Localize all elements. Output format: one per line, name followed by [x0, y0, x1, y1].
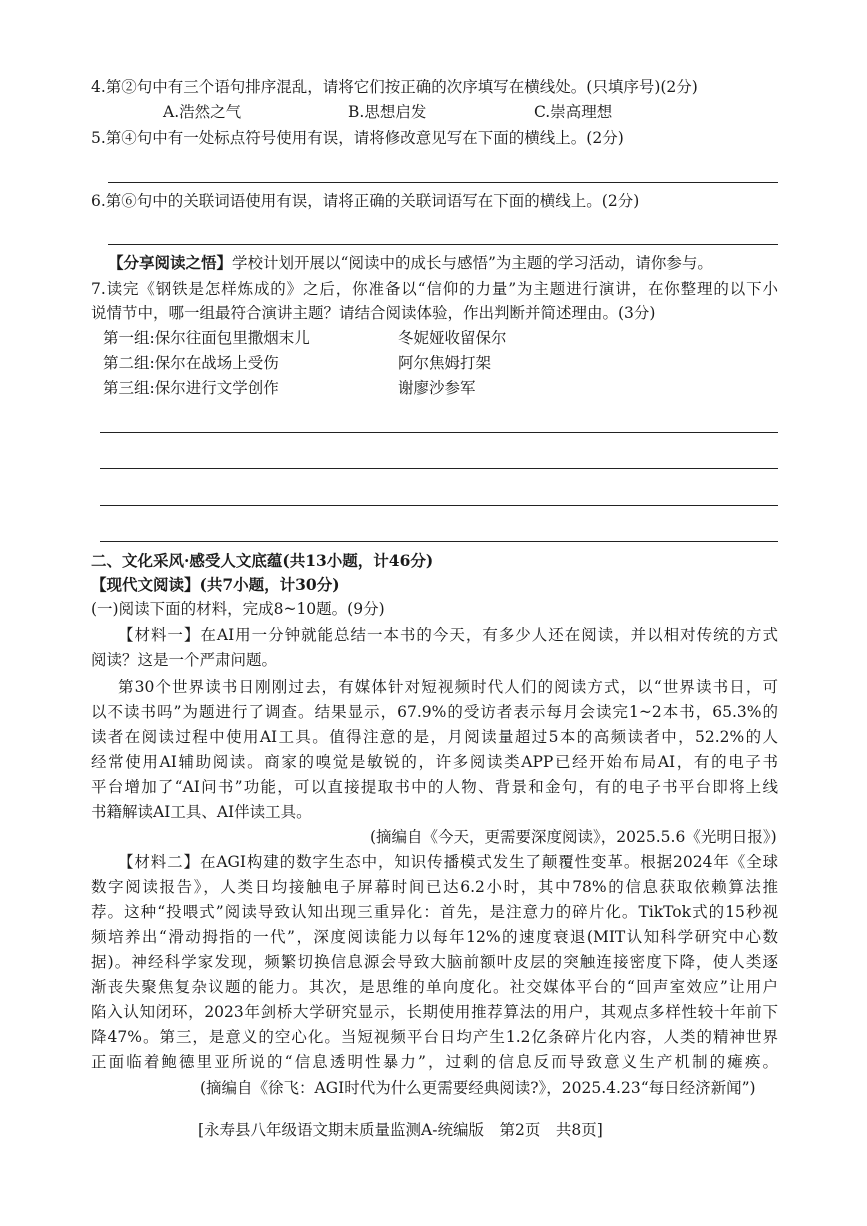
option-c: C.崇高理想	[534, 103, 613, 121]
material-2-line: 降47%。第三，是意义的空心化。当短视频平台日均产生1.2亿条碎片化内容，人类的精神世界	[91, 1028, 778, 1046]
answer-line-q7-4[interactable]	[100, 541, 778, 542]
material-2-line: 频培养出“滑动拇指的一代”，深度阅读能力以每年12%的速度衰退(MIT认知科学研究中心数	[91, 928, 778, 946]
material-2-source: (摘编自《徐飞：AGI时代为什么更需要经典阅读?》，2025.4.23“每日经济新闻”)	[200, 1079, 756, 1097]
share-section-intro	[108, 252, 713, 274]
material-2-line: 数字阅读报告》，人类日均接触电子屏幕时间已达6.2小时，其中78%的信息获取依赖算法推	[91, 878, 778, 896]
material-1-line: 第30个世界读书日刚刚过去，有媒体针对短视频时代人们的阅读方式，以“世界读书日，可	[118, 678, 778, 696]
section-2-title: 二、文化采风·感受人文底蕴(共13小题，计46分)	[91, 551, 434, 570]
group-3-label: 第三组:保尔进行文学创作	[103, 379, 279, 397]
group-3-plot-2: 谢廖沙参军	[398, 379, 476, 397]
material-1-line: 以不读书吗”为题进行了调查。结果显示，67.9%的受访者表示每月会读完1~2本书，65.3%的	[91, 703, 778, 721]
page-footer: [永寿县八年级语文期末质量监测A-统编版 第2页 共8页]	[198, 1121, 603, 1139]
reading-part-1-instruction: (一)阅读下面的材料，完成8~10题。(9分)	[91, 600, 385, 618]
material-1-source: (摘编自《今天，更需要深度阅读》，2025.5.6《光明日报》)	[370, 828, 777, 846]
material-2-line: 渐丧失聚焦复杂议题的能力。其次，是思维的单向度化。社交媒体平台的“回声室效应”让用户	[91, 978, 778, 996]
option-a: A.浩然之气	[163, 103, 242, 121]
question-7-line-1: 7.读完《钢铁是怎样炼成的》之后，你准备以“信仰的力量”为主题进行演讲，在你整理的以下小	[91, 280, 778, 298]
share-section-text: 学校计划开展以“阅读中的成长与感悟”为主题的学习活动，请你参与。	[232, 254, 713, 272]
material-1-line: 【材料一】在AI用一分钟就能总结一本书的今天，有多少人还在阅读，并以相对传统的方式	[118, 626, 778, 644]
material-1-line: 读者在阅读过程中使用AI工具。值得注意的是，月阅读量超过5本的高频读者中，52.2%的人	[91, 728, 778, 746]
question-5-stem: 5.第④句中有一处标点符号使用有误，请将修改意见写在下面的横线上。(2分)	[91, 129, 624, 147]
answer-line-q5[interactable]	[108, 182, 778, 183]
answer-line-q7-2[interactable]	[100, 468, 778, 469]
material-1-line: 书籍解读AI工具、AI伴读工具。	[91, 803, 312, 821]
group-2-plot-2: 阿尔焦姆打架	[398, 354, 492, 372]
material-1-line: 平台增加了“AI问书”功能，可以直接提取书中的人物、背景和金句，有的电子书平台即将上线	[91, 778, 778, 796]
answer-line-q7-1[interactable]	[100, 432, 778, 433]
material-2-line: 陷入认知闭环，2023年剑桥大学研究显示，长期使用推荐算法的用户，其观点多样性较十年前下	[91, 1003, 778, 1021]
material-2-line: 【材料二】在AGI构建的数字生态中，知识传播模式发生了颠覆性变革。根据2024年《全球	[118, 853, 778, 871]
material-1-line: 阅读？这是一个严肃问题。	[91, 651, 278, 669]
material-1-line: 经常使用AI辅助阅读。商家的嗅觉是敏锐的，许多阅读类APP已经开始布局AI，有的电子书	[91, 753, 778, 771]
section-2-subtitle: 【现代文阅读】(共7小题，计30分)	[91, 575, 340, 594]
share-section-heading: 【分享阅读之悟】	[108, 253, 233, 272]
answer-line-q7-3[interactable]	[100, 505, 778, 506]
material-2-line: 荐。这种“投喂式”阅读导致认知出现三重异化：首先，是注意力的碎片化。TikTok式的15秒视	[91, 903, 778, 921]
material-2-line: 据)。神经科学家发现，频繁切换信息源会导致大脑前额叶皮层的突触连接密度下降，使人类逐	[91, 953, 778, 971]
question-4-stem: 4.第②句中有三个语句排序混乱，请将它们按正确的次序填写在横线处。(只填序号)(2分)	[91, 78, 698, 96]
material-2-line: 正面临着鲍德里亚所说的“信息透明性暴力”，过剩的信息反而导致意义生产机制的瘫痪。	[91, 1053, 778, 1071]
answer-line-q6[interactable]	[108, 244, 778, 245]
question-7-line-2: 说情节中，哪一组最符合演讲主题？请结合阅读体验，作出判断并简述理由。(3分)	[91, 304, 656, 322]
question-6-stem: 6.第⑥句中的关联词语使用有误，请将正确的关联词语写在下面的横线上。(2分)	[91, 192, 640, 210]
group-2-label: 第二组:保尔在战场上受伤	[103, 354, 279, 372]
group-1-label: 第一组:保尔往面包里撒烟末儿	[103, 329, 310, 347]
option-b: B.思想启发	[348, 103, 427, 121]
group-1-plot-2: 冬妮娅收留保尔	[398, 329, 507, 347]
